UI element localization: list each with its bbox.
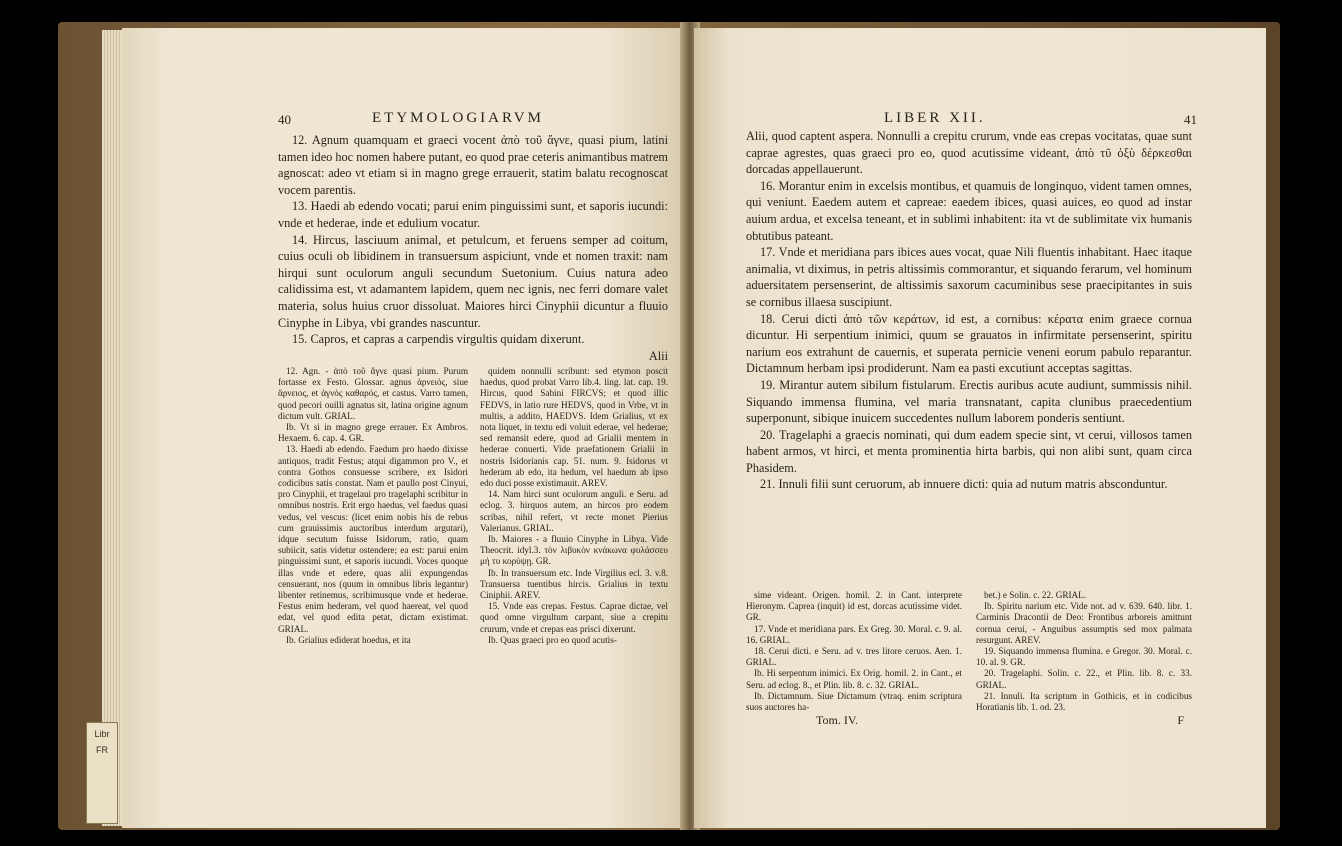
right-page-number: 41 bbox=[1184, 112, 1197, 127]
paragraph: 20. Tragelaphi a graecis nominati, qui dum eadem specie sint, vt cerui, villosos tamen habent armos, vt hirci, et menta prominentia hirta barbis, qui non alibi sunt, quam circa Phasidem. bbox=[746, 427, 1192, 475]
note: 21. Innuli. Ita scriptum in Gothicis, et in codicibus Horatianis lib. 1. od. 23. bbox=[976, 690, 1192, 713]
note: Ib. Hi serpentum inimici. Ex Orig. homil. 2. in Cant., et Seru. ad eclog. 8., et Plin. lib. 8. c. 32. GRIAL. bbox=[746, 668, 962, 690]
left-running-head: ETYMOLOGIARVM bbox=[372, 110, 544, 126]
right-main-text bbox=[746, 128, 1192, 493]
left-notes-column-2 bbox=[480, 366, 668, 646]
right-running-head: LIBER XII. bbox=[884, 110, 986, 126]
note: 17. Vnde et meridiana pars. Ex Greg. 30. Moral. c. 9. al. 16. GRIAL. bbox=[746, 623, 962, 645]
note: Ib. Dictamnum. Siue Dictamum (vtraq. enim scriptura suos auctores ha- bbox=[746, 690, 962, 713]
paragraph: 19. Mirantur autem sibilum fistularum. Erectis auribus acute audiunt, summissis nihil. Siquando immensa flumina, vel maria transnatant, capita clunibus praecedentium superponunt, sibique inuicem succedentes nullum laborem ponderis sentiunt. bbox=[746, 377, 1192, 426]
note: Ib. Grialius ediderat hoedus, et ita bbox=[286, 634, 411, 645]
note: sime videant. Origen. homil. 2. in Cant. interprete Hieronym. Caprea (inquit) id est, dorcas acutissime videt. GR. bbox=[746, 590, 962, 623]
signature-mark: F bbox=[1177, 713, 1184, 728]
paragraph: 17. Vnde et meridiana pars ibices aues vocat, quae Nili fluentis inhabitant. Haec itaque animalia, vt diximus, in petris altissimis commorantur, et siquando ferarum, vel hominum aduersitatem persenserint, de altissimis saxorum cacuminibus sese praecipitantes in suis se cornibus illaesa suscipiunt. bbox=[746, 245, 1192, 309]
note: quidem nonnulli scribunt: sed etymon poscit haedus, quod probat Varro lib.4. ling. lat. cap. 19. Hircus, quod Sabini FIRCVS; et quod illic FEDVS, in latio rure HEDVS, quod in Vrbe, vt in multis, a addito, HAEDVS. Idem Grialius, vt ex nota liquet, in textu edi voluit ederae, vel hederae; sed remansit edere, quod ad Grialii mentem in hederae conuerti. Vide praefationem Grialii in nostris Isidorianis cap. 51. num. 9. Isidorus vt hederam ab edo, ita hedum, vel haedum ab ipso edo duci posse existimauit. AREV. bbox=[480, 366, 668, 489]
note: 14. Nam hirci sunt oculorum anguli. e Seru. ad eclog. 3. hirquos autem, an hircos pro eodem scribas, nihil refert, vt recte monet Pierius Valerianus. GRIAL. bbox=[480, 489, 668, 533]
volume-mark: Tom. IV. bbox=[816, 713, 858, 728]
paragraph: 18. Cerui dicti ἀπὸ τῶν κεράτων, id est, a cornibus: κέρατα enim graece cornua dicuntur. Hi serpentium inimici, quum se grauatos in infirmitate persenserint, spiritu narium eos extrahunt de cauernis, et superata pernicie veneni eorum pabulo reparantur. Dictamnum herbam ipsi prodiderunt. Nam ea pasti excutiunt acceptas sagittas. bbox=[746, 311, 1192, 376]
paragraph: 15. Capros, et capras a carpendis virgultis quidam dixerunt. bbox=[292, 332, 585, 347]
note: 13. Haedi ab edendo. Faedum pro haedo dixisse antiquos, tradit Festus; atqui digammon pro V., et contra Gothos consuesse scribere, ex Isidori codicibus satis constat. Nam et paullo post Cinyui, pro Cinyphii, et tragelaui pro tragelaphi scribitur in omnibus nostris. Erit ergo haedus, vel faedus quasi vedus, vel vescus: (licet enim nobis his de rebus cum grauissimis auctoribus interdum argutari), idque secutum fuisse Isidorum, ratio, quam subiicit, satis videtur ostendere; ea est: parui enim pinguissimi sunt, et saporis iucundi. Voces quoque illas vnde et edere, quas alii expungendas censuerant, nos (quum in omnibus libris legantur) libenter retinemus, scribimusque vnde et hederae. Festus enim hederam, vel quod haereat, vel quod edat, vel quod edita petat, dictam existimat. GRIAL. bbox=[278, 444, 468, 634]
book-spread bbox=[58, 22, 1280, 830]
paragraph: 13. Haedi ab edendo vocati; parui enim pinguissimi sunt, et saporis iucundi: vnde et hederae, inde et edulium vocatur. bbox=[278, 199, 668, 230]
note: Ib. Vt si in magno grege errauer. Ex Ambros. Hexaem. 6. cap. 4. GR. bbox=[278, 422, 468, 444]
note: 15. Vnde eas crepas. Festus. Caprae dictae, vel quod omne virgultum carpant, siue a crepitu crurum, vnde et crepas eas prisci dixerunt. bbox=[480, 601, 668, 634]
left-page-number: 40 bbox=[278, 112, 291, 127]
right-page bbox=[694, 28, 1266, 828]
spine-label-line-1: Libr bbox=[94, 729, 110, 739]
note: Ib. In transuersum etc. Inde Virgilius ecl. 3. v.8. Transuersa tuentibus hircis. Grialius in textu Ciniphii. AREV. bbox=[480, 567, 668, 601]
right-notes-column-1 bbox=[746, 590, 962, 726]
paragraph: 21. Innuli filii sunt ceruorum, ab innuere dicti: quia ad nutum matris absconduntur. bbox=[760, 477, 1168, 492]
catchword: Alii bbox=[648, 348, 668, 363]
paragraph: 12. Agnum quamquam et graeci vocent ἀπὸ τοῦ ἄγνε, quasi pium, latini tamen ideo hoc nomen habere putant, eo quod prae ceteris animantibus matrem agnoscat: adeo vt etiam si in magno grege errauerit, statim balatu recognoscat vocem parentis. bbox=[278, 133, 668, 197]
note: 20. Tragelaphi. Solin. c. 22., et Plin. lib. 8. c. 33. GRIAL. bbox=[976, 668, 1192, 690]
note: Ib. Quas graeci pro eo quod acutis- bbox=[488, 634, 617, 645]
paragraph: 16. Morantur enim in excelsis montibus, et quamuis de longinquo, vident tamen omnes, qui veniunt. Eaedem autem et capreae: eaedem ibices, quasi auices, eo quod ad instar auium ardua, et excelsa teneant, et in sublimi inhabitent: ita vt de sublimitate vix humanis obtutibus pateant. bbox=[746, 178, 1192, 243]
note: bet.) e Solin. c. 22. GRIAL. bbox=[984, 590, 1087, 600]
paragraph: Alii, quod captent aspera. Nonnulli a crepitu crurum, vnde eas crepas vocitatas, quae sunt caprae agrestes, quas graeci pro eo, quod acutissime videant, ἀπὸ τῦ ὀξὺ δέρκεσθαι dorcadas appellauerunt. bbox=[746, 129, 1192, 177]
right-notes-column-2 bbox=[976, 590, 1192, 726]
note: 19. Siquando immensa flumina. e Gregor. 30. Moral. c. 10. al. 9. GR. bbox=[976, 646, 1192, 668]
note: 18. Cerui dicti. e Seru. ad v. tres litore ceruos. Aen. 1. GRIAL. bbox=[746, 646, 962, 668]
note: Ib. Spiritu narium etc. Vide not. ad v. 639. 640. libr. 1. Carminis Dracontii de Deo: Frontibus arboreis amittunt cornua cerui, - Anguibus assumptis sed mox palmata resurgunt. AREV. bbox=[976, 601, 1192, 645]
spine-label bbox=[86, 722, 118, 824]
left-page bbox=[122, 28, 684, 828]
left-notes-column-1 bbox=[278, 366, 468, 646]
note: Ib. Maiores - a fluuio Cinyphe in Libya. Vide Theocrit. idyl.3. τὸν λιβυκὸν κνάκωνα φυλάσσευ μή τυ κορύψῃ. GR. bbox=[480, 534, 668, 567]
paragraph: 14. Hircus, lasciuum animal, et petulcum, et feruens semper ad coitum, cuius oculi ob libidinem in transuersum aspiciunt, vnde et nomen traxit: nam hirqui sunt oculorum anguli secundum Suetonium. Cuius natura adeo calidissima est, vt adamantem lapidem, quem nec ignis, nec ferri domare valet materia, solus huius cruor dissoluat. Maiores hirci Cinyphii dicuntur a fluuio Cinyphe in Libya, vbi grandes nascuntur. bbox=[278, 232, 668, 330]
left-main-text bbox=[278, 132, 668, 364]
note: 12. Agn. - ἀπὸ τοῦ ἄγνε quasi pium. Purum fortasse ex Festo. Glossar. agnus ἀρνειός, siue ἄρνειος, et ἁγνός καθαρός, et castus. Varro tamen, quod pecori ouilli agnatus sit, latina origine agnum dictum vult. GRIAL. bbox=[278, 366, 468, 421]
spine-label-line-2: FR bbox=[96, 745, 108, 755]
